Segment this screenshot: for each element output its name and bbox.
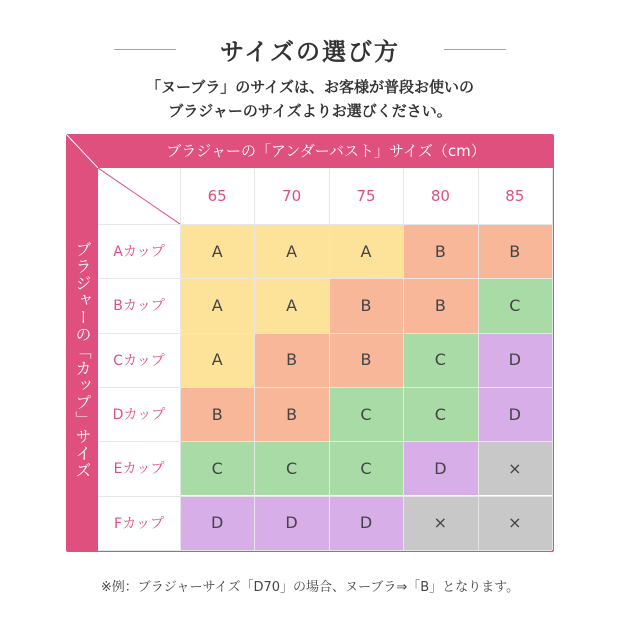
size-cell: D: [254, 496, 328, 550]
size-cell: A: [180, 278, 254, 332]
size-cell: B: [478, 224, 552, 278]
intro-line-1: 「ヌーブラ」のサイズは、お客様が普段お使いの: [145, 78, 475, 96]
size-cell: ×: [478, 441, 552, 495]
title-divider-right: [444, 49, 506, 50]
row-header: Aカップ: [98, 224, 180, 278]
size-cell: D: [478, 333, 552, 387]
under-bust-header: ブラジャーの「アンダーバスト」サイズ（cm）: [166, 142, 486, 160]
grid-corner-cell: [98, 168, 180, 224]
grid-line: [254, 168, 255, 550]
size-cell: ×: [403, 496, 477, 550]
example-note: ※例：ブラジャーサイズ「D70」の場合、ヌーブラ⇒「B」となります。: [100, 580, 520, 595]
size-cell: A: [254, 278, 328, 332]
intro-line-2: ブラジャーのサイズよりお選びください。: [168, 102, 452, 120]
table-corner: [66, 134, 98, 168]
size-cell: B: [403, 224, 477, 278]
grid-line: [98, 441, 552, 442]
size-cell: A: [180, 333, 254, 387]
grid-line: [98, 278, 552, 279]
row-header: Eカップ: [98, 441, 180, 495]
size-cell: C: [403, 333, 477, 387]
title-area: [0, 30, 620, 70]
grid-line: [98, 496, 552, 497]
grid-line: [180, 168, 181, 550]
size-cell: C: [329, 387, 403, 441]
size-cell: ×: [478, 496, 552, 550]
size-grid: [98, 168, 552, 550]
column-header: 85: [478, 168, 552, 224]
size-cell: A: [329, 224, 403, 278]
size-cell: D: [478, 387, 552, 441]
row-header: Fカップ: [98, 496, 180, 550]
size-cell: D: [329, 496, 403, 550]
size-cell: B: [403, 278, 477, 332]
row-header: Cカップ: [98, 333, 180, 387]
grid-line: [329, 168, 330, 550]
column-header: 80: [403, 168, 477, 224]
column-header: 65: [180, 168, 254, 224]
size-cell: C: [478, 278, 552, 332]
grid-line: [98, 224, 552, 225]
column-header: 70: [254, 168, 328, 224]
size-cell: C: [403, 387, 477, 441]
size-cell: C: [180, 441, 254, 495]
size-cell: A: [254, 224, 328, 278]
size-cell: B: [329, 278, 403, 332]
size-cell: B: [254, 387, 328, 441]
grid-line: [552, 168, 553, 550]
row-header: Dカップ: [98, 387, 180, 441]
size-cell: D: [180, 496, 254, 550]
cup-size-header: ブラジャーの「カップ」サイズ: [73, 241, 92, 479]
size-cell: C: [329, 441, 403, 495]
size-cell: C: [254, 441, 328, 495]
row-header: Bカップ: [98, 278, 180, 332]
size-cell: B: [254, 333, 328, 387]
grid-line: [98, 387, 552, 388]
size-cell: D: [403, 441, 477, 495]
size-cell: B: [180, 387, 254, 441]
grid-line: [478, 168, 479, 550]
size-cell: B: [329, 333, 403, 387]
grid-line: [98, 333, 552, 334]
column-header: 75: [329, 168, 403, 224]
grid-line: [403, 168, 404, 550]
page-title: サイズの選び方: [219, 38, 401, 66]
size-cell: A: [180, 224, 254, 278]
grid-line: [98, 550, 552, 551]
